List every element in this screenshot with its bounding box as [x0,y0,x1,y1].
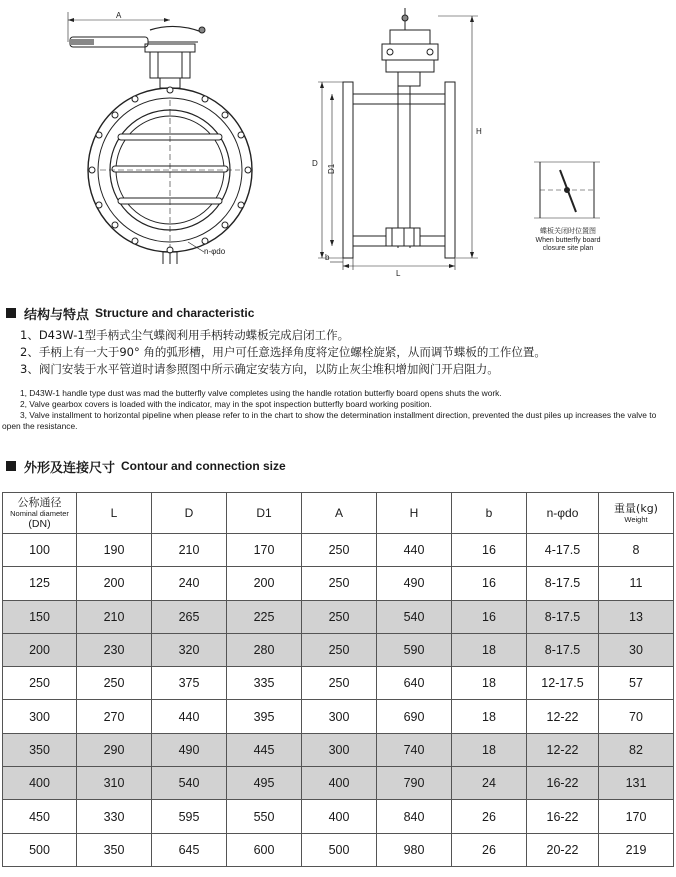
cell-weight: 8 [599,534,674,567]
cell-d1: 550 [227,800,302,833]
cell-b: 16 [452,600,527,633]
table-row [3,567,674,600]
cell-d: 240 [152,567,227,600]
cell-l: 290 [77,733,152,766]
header-l: L [77,493,152,534]
cell-d: 320 [152,633,227,666]
cell-b: 26 [452,833,527,866]
cell-dn: 400 [3,767,77,800]
table-row [3,733,674,766]
heading-square-icon [6,308,16,318]
cell-d: 375 [152,667,227,700]
header-weight-en: Weight [624,514,648,524]
cell-weight: 131 [599,767,674,800]
cell-d: 490 [152,733,227,766]
cell-dn: 100 [3,534,77,567]
cell-dn: 450 [3,800,77,833]
dim-label-d1: D1 [327,163,336,174]
cell-h: 840 [377,800,452,833]
side-view [312,8,482,278]
header-weight [599,493,674,534]
cell-d: 645 [152,833,227,866]
heading-square-icon [6,461,16,471]
cell-b: 24 [452,767,527,800]
cell-holes: 4-17.5 [527,534,599,567]
cell-d1: 200 [227,567,302,600]
structure-item-en-2: 2, Valve gearbox covers is loaded with the indicator, may in the spot inspection butterfly board working position. [20,399,432,409]
cell-holes: 8-17.5 [527,600,599,633]
cell-b: 16 [452,567,527,600]
cell-l: 350 [77,833,152,866]
structure-heading [6,304,254,322]
header-weight-zh: 重量(kg) [614,501,658,515]
cell-h: 740 [377,733,452,766]
cell-dn: 200 [3,633,77,666]
cell-weight: 170 [599,800,674,833]
cell-d: 265 [152,600,227,633]
cell-h: 790 [377,767,452,800]
cell-holes: 12-22 [527,700,599,733]
cell-a: 250 [302,667,377,700]
cell-a: 400 [302,767,377,800]
cell-d1: 170 [227,534,302,567]
cell-l: 200 [77,567,152,600]
cell-l: 310 [77,767,152,800]
table-row [3,633,674,666]
contour-title-en: Contour and connection size [121,459,286,473]
table-row [3,833,674,866]
cell-a: 250 [302,600,377,633]
cell-dn: 350 [3,733,77,766]
closure-caption-en-1: When butterfly board [535,237,601,244]
cell-d1: 445 [227,733,302,766]
cell-b: 18 [452,667,527,700]
cell-d: 540 [152,767,227,800]
cell-holes: 12-17.5 [527,667,599,700]
cell-a: 500 [302,833,377,866]
header-d: D [152,493,227,534]
cell-h: 590 [377,633,452,666]
header-holes: n-φdo [527,493,599,534]
cell-l: 330 [77,800,152,833]
table-row [3,667,674,700]
closure-caption-zh: 蝶板关闭时位置图 [540,228,596,235]
cell-h: 490 [377,567,452,600]
closure-caption-en-2: closure site plan [542,245,594,252]
cell-h: 980 [377,833,452,866]
cell-d1: 280 [227,633,302,666]
cell-l: 190 [77,534,152,567]
cell-holes: 16-22 [527,767,599,800]
cell-weight: 13 [599,600,674,633]
structure-item-zh-2: 2、手柄上有一大于90° 角的弧形槽，用户可任意选择角度将定位螺栓旋紧，从而调节蝶板的工作位置。 [20,345,546,359]
closure-site-plan [534,162,600,218]
table-row [3,534,674,567]
structure-item-zh-3: 3、阀门安装于水平管道时请参照图中所示确定安装方向，以防止灰尘堆积增加阀门开启阻力。 [20,362,499,376]
dim-label-l: L [396,269,401,278]
header-dn-en: Nominal diameter [10,508,69,518]
cell-weight: 11 [599,567,674,600]
cell-h: 440 [377,534,452,567]
cell-d1: 335 [227,667,302,700]
cell-d: 440 [152,700,227,733]
table-row [3,800,674,833]
structure-item-zh-1: 1、D43W-1型手柄式尘气蝶阀利用手柄转动蝶板完成启闭工作。 [20,328,350,342]
structure-title-en: Structure and characteristic [95,306,255,320]
cell-d: 595 [152,800,227,833]
table-header-row [3,493,674,534]
contour-title-zh: 外形及连接尺寸 [24,460,116,476]
cell-dn: 250 [3,667,77,700]
structure-item-en-1: 1, D43W-1 handle type dust was mad the butterfly valve completes using the handle rotation butterfly board opens shuts the work. [20,388,502,398]
cell-weight: 57 [599,667,674,700]
cell-dn: 300 [3,700,77,733]
cell-l: 210 [77,600,152,633]
structure-item-en-3: 3, Valve installment to horizontal pipeline when please refer to in the chart to show the determination installment direction, prevented the dust piles up increases the valve to open the resistance. [2,410,657,431]
dim-label-h: H [476,127,482,136]
cell-dn: 150 [3,600,77,633]
cell-l: 270 [77,700,152,733]
cell-a: 300 [302,700,377,733]
cell-a: 250 [302,567,377,600]
cell-d1: 395 [227,700,302,733]
cell-b: 18 [452,700,527,733]
cell-a: 250 [302,534,377,567]
cell-l: 250 [77,667,152,700]
cell-l: 230 [77,633,152,666]
cell-h: 690 [377,700,452,733]
cell-holes: 8-17.5 [527,633,599,666]
cell-a: 250 [302,633,377,666]
cell-b: 26 [452,800,527,833]
cell-h: 640 [377,667,452,700]
dimension-table [2,492,674,867]
cell-weight: 30 [599,633,674,666]
cell-holes: 12-22 [527,733,599,766]
cell-weight: 219 [599,833,674,866]
front-view [68,11,252,264]
cell-d: 210 [152,534,227,567]
header-h: H [377,493,452,534]
cell-d1: 495 [227,767,302,800]
cell-holes: 16-22 [527,800,599,833]
cell-dn: 125 [3,567,77,600]
cell-a: 400 [302,800,377,833]
header-d1: D1 [227,493,302,534]
structure-title-zh: 结构与特点 [24,307,90,323]
cell-b: 16 [452,534,527,567]
cell-d1: 600 [227,833,302,866]
cell-b: 18 [452,733,527,766]
cell-h: 540 [377,600,452,633]
table-row [3,600,674,633]
contour-heading [6,457,286,475]
cell-holes: 20-22 [527,833,599,866]
cell-weight: 82 [599,733,674,766]
cell-d1: 225 [227,600,302,633]
dim-label-holes: n-φdo [204,247,226,256]
dim-label-d: D [312,159,318,168]
header-dn-unit: (DN) [28,517,51,530]
header-dn-zh: 公称通径 [17,495,62,509]
dim-label-b: b [325,253,330,262]
cell-weight: 70 [599,700,674,733]
table-row [3,700,674,733]
header-a: A [302,493,377,534]
cell-holes: 8-17.5 [527,567,599,600]
header-b: b [452,493,527,534]
cell-dn: 500 [3,833,77,866]
cell-a: 300 [302,733,377,766]
header-dn [3,493,77,534]
cell-b: 18 [452,633,527,666]
table-row [3,767,674,800]
dim-label-a: A [116,11,122,20]
